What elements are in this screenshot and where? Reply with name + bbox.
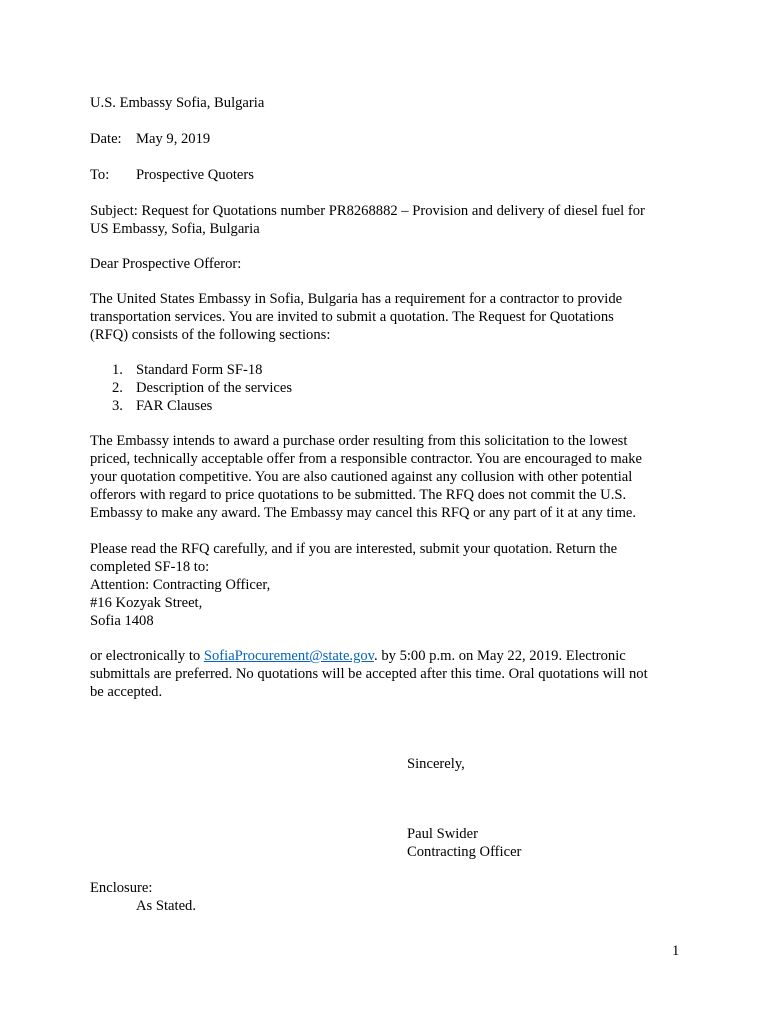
email-link[interactable]: SofiaProcurement@state.gov [203, 648, 375, 664]
list-item-label: FAR Clauses [136, 398, 213, 414]
to-value: Prospective Quoters [136, 167, 254, 183]
submission-paragraph [90, 540, 680, 630]
intro-line: (RFQ) consists of the following sections: [90, 327, 331, 343]
electronic-paragraph [90, 647, 680, 701]
sections-list [112, 361, 292, 415]
list-item-label: Standard Form SF-18 [136, 362, 263, 378]
submission-line: completed SF-18 to: [90, 559, 210, 575]
to-line [90, 166, 680, 184]
award-paragraph [90, 432, 680, 522]
intro-paragraph [90, 290, 680, 344]
subject-line-2: US Embassy, Sofia, Bulgaria [90, 221, 260, 237]
salutation-text: Dear Prospective Offeror: [90, 256, 242, 272]
enclosure-label: Enclosure: [90, 880, 153, 896]
list-item [112, 379, 292, 397]
electronic-line-2: submittals are preferred. No quotations will be accepted after this time. Oral quotations will not [90, 666, 648, 682]
award-line: your quotation competitive. You are also cautioned against any collusion with other potential [90, 469, 633, 485]
page-number: 1 [672, 943, 680, 959]
to-label: To: [90, 167, 110, 183]
address-street: #16 Kozyak Street, [90, 595, 203, 611]
electronic-prefix: or electronically to [90, 648, 204, 664]
electronic-line-1 [90, 647, 680, 665]
intro-line: The United States Embassy in Sofia, Bulgaria has a requirement for a contractor to provide [90, 291, 623, 307]
address-city: Sofia 1408 [90, 613, 154, 629]
closing-text: Sincerely, [407, 756, 465, 772]
award-line: The Embassy intends to award a purchase order resulting from this solicitation to the lowest [90, 433, 628, 449]
signer-name: Paul Swider [407, 826, 478, 842]
list-item-label: Description of the services [136, 380, 293, 396]
award-line: offerors with regard to price quotations to be submitted. The RFQ does not commit the U.S. [90, 487, 627, 503]
electronic-suffix: . by 5:00 p.m. on May 22, 2019. Electronic [374, 648, 626, 664]
address-attention: Attention: Contracting Officer, [90, 577, 271, 593]
list-item-number: 1. [112, 362, 123, 378]
signature-block [407, 825, 521, 861]
letter-header [90, 94, 680, 238]
signer-title: Contracting Officer [407, 844, 522, 860]
list-item-number: 3. [112, 398, 123, 414]
list-item [112, 361, 292, 379]
list-item [112, 397, 292, 415]
list-item-number: 2. [112, 380, 123, 396]
submission-line: Please read the RFQ carefully, and if you are interested, submit your quotation. Return the [90, 541, 618, 557]
award-line: priced, technically acceptable offer from a responsible contractor. You are encouraged to make [90, 451, 643, 467]
enclosure-block [90, 879, 680, 915]
electronic-line-3: be accepted. [90, 684, 163, 700]
intro-line: transportation services. You are invited to submit a quotation. The Request for Quotations [90, 309, 614, 325]
date-value: May 9, 2019 [136, 131, 211, 147]
date-line [90, 130, 680, 148]
enclosure-value: As Stated. [136, 898, 196, 914]
salutation [90, 255, 680, 273]
date-label: Date: [90, 131, 122, 147]
sender-line: U.S. Embassy Sofia, Bulgaria [90, 95, 265, 111]
subject-line-1: Subject: Request for Quotations number PR8268882 – Provision and delivery of diesel fuel for [90, 203, 645, 219]
closing [407, 755, 465, 773]
award-line: Embassy to make any award. The Embassy may cancel this RFQ or any part of it at any time. [90, 505, 637, 521]
